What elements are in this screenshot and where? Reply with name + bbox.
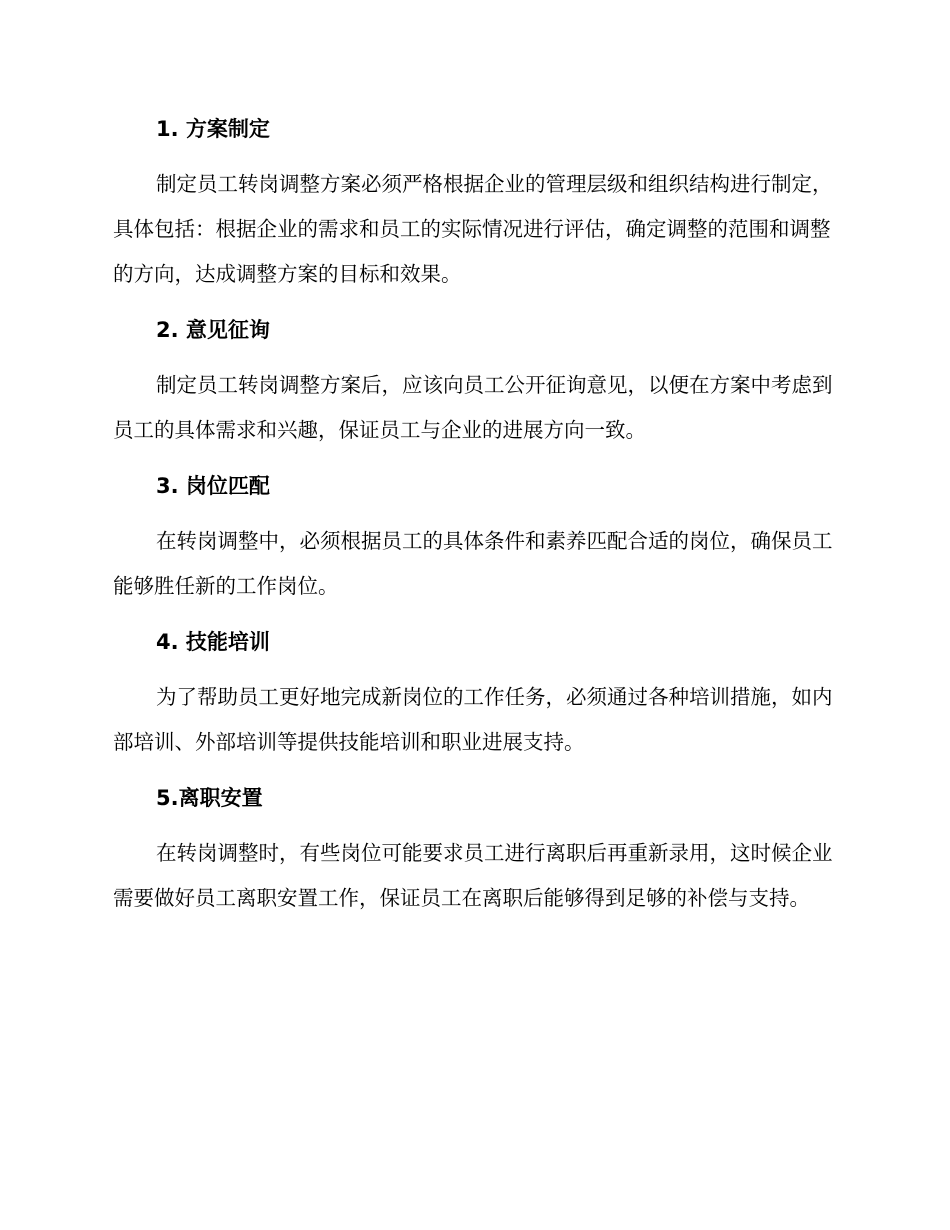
section-paragraph: 在转岗调整时，有些岗位可能要求员工进行离职后再重新录用，这时候企业需要做好员工离职安置工作，保证员工在离职后能够得到足够的补偿与支持。	[113, 841, 833, 910]
section-heading: 1. 方案制定	[156, 117, 270, 141]
section-opinion-consultation	[113, 312, 833, 468]
section-paragraph: 制定员工转岗调整方案必须严格根据企业的管理层级和组织结构进行制定，具体包括：根据企业的需求和员工的实际情况进行评估，确定调整的范围和调整的方向，达成调整方案的目标和效果。	[113, 172, 833, 286]
document-body	[113, 111, 833, 921]
section-heading: 2. 意见征询	[156, 318, 270, 342]
section-paragraph: 在转岗调整中，必须根据员工的具体条件和素养匹配合适的岗位，确保员工能够胜任新的工作岗位。	[113, 529, 833, 598]
section-heading: 3. 岗位匹配	[156, 474, 270, 498]
section-heading: 5.离职安置	[156, 786, 263, 810]
section-skills-training	[113, 624, 833, 780]
section-paragraph: 为了帮助员工更好地完成新岗位的工作任务，必须通过各种培训措施，如内部培训、外部培训等提供技能培训和职业进展支持。	[113, 685, 833, 754]
section-position-matching	[113, 468, 833, 624]
section-heading: 4. 技能培训	[156, 630, 270, 654]
section-resignation-placement	[113, 780, 833, 921]
section-plan-formulation	[113, 111, 833, 312]
section-paragraph: 制定员工转岗调整方案后，应该向员工公开征询意见，以便在方案中考虑到员工的具体需求和兴趣，保证员工与企业的进展方向一致。	[113, 373, 833, 442]
